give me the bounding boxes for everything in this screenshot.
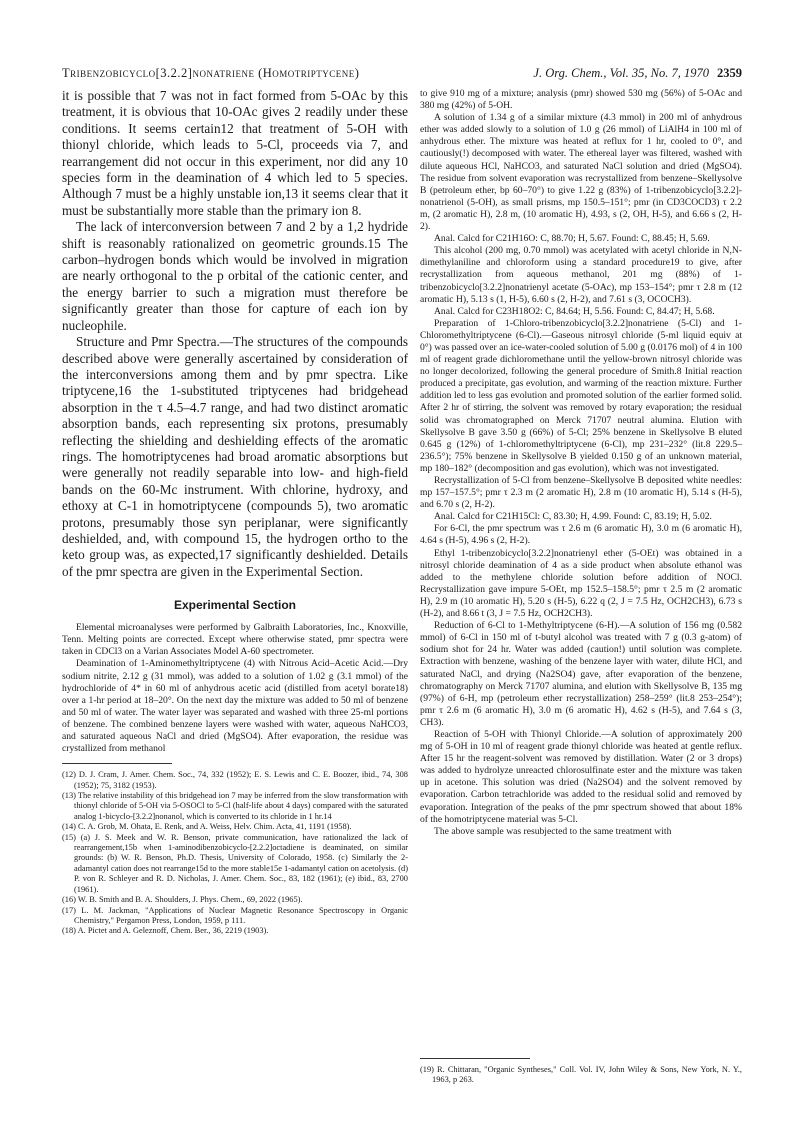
analysis-line: Anal. Calcd for C21H16O: C, 88.70; H, 5.67. Found: C, 88.45; H, 5.69. (434, 233, 710, 245)
footnote: (13) The relative instability of this bridgehead ion 7 may be inferred from the slow transformation with thionyl chloride of 5-OH via 5-OSOCl to 5-Cl (half-life about 4 days) compared with the saturated analog 1-bicyclo-[3.2.2]nonanol, which is converted to its chloride in 1 hr.14 (62, 791, 408, 821)
right-column (420, 88, 742, 838)
footnote: (15) (a) J. S. Meek and W. R. Benson, private communication, have rationalized the lack of rearrangement,15b when 1-aminodibenzobicyclo-[2.2.2]octadiene is deaminated, on similar grounds: (b) W. R. Benson, Ph.D. Thesis, University of Colorado, 1958. (c) Similarly the 2-adamantyl cation does not rearrange15d to the more stable15e 1-adamantyl cation on acetolysis. (d) P. von R. Schleyer and R. D. Nicholas, J. Amer. Chem. Soc., 83, 182 (1961); (e) ibid., 83, 2700 (1961). (62, 832, 408, 894)
footnote: (17) L. M. Jackman, "Applications of Nuclear Magnetic Resonance Spectroscopy in Organic Chemistry," Pergamon Press, London, 1959, p 111. (62, 905, 408, 925)
experimental-paragraph: to give 910 mg of a mixture; analysis (pmr) showed 530 mg (56%) of 5-OAc and 380 mg (42%) of 5-OH. (420, 88, 742, 112)
experimental-paragraph: This alcohol (200 mg, 0.70 mmol) was acetylated with acetyl chloride in N,N-dimethylaniline and chloroform using a standard procedure19 to give, after recrystallization from aqueous methanol, 201 mg (88%) of 1-tribenzobicyclo[3.2.2]nonatrienyl acetate (5-OAc), mp 153–154°; pmr τ 2.8 m (12 aromatic H), 5.13 s (1, H-5), 6.60 s (2, H-2), and 7.61 s (3, OCOCH3). (420, 245, 742, 305)
footnote: (14) C. A. Grob, M. Ohata, E. Renk, and A. Weiss, Helv. Chim. Acta, 41, 1191 (1958). (62, 822, 352, 832)
page-number: 2359 (717, 66, 742, 80)
journal-citation (533, 66, 742, 81)
experimental-paragraph: Deamination of 1-Aminomethyltriptycene (4) with Nitrous Acid–Acetic Acid.—Dry sodium nitrite, 2.12 g (31 mmol), was added to a solution of 1.02 g (3.1 mmol) of the hydrochloride of 4* in 60 ml of anhydrous acetic acid (distilled from acetyl borate18) over a 1-hr period at 18–20°. On the next day the mixture was added to 50 ml of benzene and 50 ml of water. The water layer was separated and washed with three 25-ml portions of benzene. The combined benzene layers were washed with water, aqueous NaHCO3, and saturated aqueous NaCl and dried (MgSO4). After evaporation, the residue was crystallized from methanol (62, 658, 408, 755)
footnote-rule (62, 763, 172, 764)
footnote-rule (420, 1058, 530, 1059)
analysis-line: Anal. Calcd for C23H18O2: C, 84.64; H, 5.56. Found: C, 84.47; H, 5.68. (434, 305, 715, 317)
right-footnotes (420, 1050, 742, 1086)
footnote: (19) R. Chittaran, "Organic Syntheses," Coll. Vol. IV, John Wiley & Sons, New York, N. Y., 1963, p 263. (420, 1065, 742, 1085)
experimental-paragraph: Elemental microanalyses were performed by Galbraith Laboratories, Inc., Knoxville, Tenn. Melting points are corrected. Except where otherwise stated, pmr spectra were taken in CDCl3 on a Varian Associates Model A-60 spectrometer. (62, 622, 408, 658)
body-paragraph: Structure and Pmr Spectra.—The structures of the compounds described above were generally ascertained by consideration of the interconversions among them and by pmr spectra. Like triptycene,16 the 1-substituted triptycenes had bridgehead absorption in the τ 4.5–4.7 range, and had two distinct aromatic absorption bands, each representing six protons, presumably reflecting the shielding and deshielding effects of the aromatic rings. The homotriptycenes had broad aromatic absorptions but were generally not readily separable into low- and high-field bands on the 60-Mc instrument. With chlorine, hydroxy, and ethoxy at C-1 in homotriptycene (compounds 5), two aromatic protons, presumably those syn periplanar, were significantly deshielded, and, with compound 15, the hydrogen ortho to the keto group was, as expected,17 significantly deshielded. Details of the pmr spectra are given in the Experimental Section. (62, 334, 408, 579)
experimental-paragraph: A solution of 1.34 g of a similar mixture (4.3 mmol) in 200 ml of anhydrous ether was added slowly to a solution of 1.0 g (26 mmol) of LiAlH4 in 100 ml of anhydrous ether. The mixture was heated at reflux for 1 hr, cooled to 0°, and cautiously(!) decomposed with water. The ethereal layer was filtered, washed with dilute aqueous HCl, NaHCO3, and saturated NaCl solution and dried (MgSO4). The residue from solvent evaporation was recrystallized from benzene–Skellysolve B (petroleum ether, bp 60–70°) to give 1.22 g (83%) of 1-tribenzobicyclo[3.2.2]-nonatrienol (5-OH), as small prisms, mp 150.5–151°; pmr (in CD3COCD3) τ 2.2 m, (2 aromatic H), 2.8 m, (10 aromatic H), 4.93, s (2, OH, H-5), and 6.66 s (2, H-2). (420, 112, 742, 233)
footnote: (16) W. B. Smith and B. A. Shoulders, J. Phys. Chem., 69, 2022 (1965). (62, 895, 303, 905)
experimental-paragraph: For 6-Cl, the pmr spectrum was τ 2.6 m (6 aromatic H), 3.0 m (6 aromatic H), 4.64 s (H-5), 4.96 s (2, H-2). (420, 523, 742, 547)
body-paragraph: The lack of interconversion between 7 and 2 by a 1,2 hydride shift is reasonably rationalized on geometric grounds.15 The carbon–hydrogen bonds which would be involved in migration are nearly orthogonal to the p orbital of the cationic center, and the energy barrier to such a migration must therefore be significantly greater than those for capture of each ion by nucleophile. (62, 219, 408, 333)
experimental-paragraph: Ethyl 1-tribenzobicyclo[3.2.2]nonatrienyl ether (5-OEt) was obtained in a nitrosyl chloride deamination of 4 as a side product when absolute ethanol was added to the methylene chloride solution before addition of NOCl. Recrystallization gave impure 5-OEt, mp 152.5–158.5°; pmr τ 2.5 m (2 aromatic H), 2.9 m (10 aromatic H), 5.20 s (H-5), 6.22 q (2, J = 7.5 Hz, OCH2CH3), 6.73 s (H-2), and 8.66 t (3, J = 7.5 Hz, OCH2CH3). (420, 547, 742, 620)
footnote: (12) D. J. Cram, J. Amer. Chem. Soc., 74, 332 (1952); E. S. Lewis and C. E. Boozer, ibid., 74, 308 (1952); 75, 3182 (1953). (62, 770, 408, 790)
running-title: Tribenzobicyclo[3.2.2]nonatriene (Homotriptycene) (62, 66, 360, 80)
experimental-paragraph: Recrystallization of 5-Cl from benzene–Skellysolve B deposited white needles: mp 157–157.5°; pmr τ 2.3 m (2 aromatic H), 2.8 m (10 aromatic H), 5.14 s (H-5), and 6.70 s (2, H-2). (420, 475, 742, 511)
section-heading: Experimental Section (173, 598, 297, 613)
experimental-paragraph: Reduction of 6-Cl to 1-Methyltriptycene (6-H).—A solution of 156 mg (0.582 mmol) of 6-Cl in 150 ml of t-butyl alcohol was treated with 7 g (0.3 g-atom) of sodium shot for 24 hr. Water was added (caution!) until solution was complete. Extraction with benzene, washing of the benzene layer with water, dilute HCl, and saturated NaCl, and drying (Na2SO4) gave, after evaporation of the benzene, chromatography on Merck 71707 alumina, and elution with Skellysolve B, 135 mg (97%) of 6-H, mp (petroleum ether recrystallization) 258–259° (lit.8 253–254°); pmr τ 2.6 m (6 aromatic H), 3.0 m (6 aromatic H), 4.62 s (H-5), and 7.64 s (3, CH3). (420, 620, 742, 728)
analysis-line: Anal. Calcd for C21H15Cl: C, 83.30; H, 4.99. Found: C, 83.19; H, 5.02. (434, 511, 712, 523)
journal-name: J. Org. Chem., Vol. 35, No. 7, 1970 (533, 66, 709, 80)
experimental-paragraph: Reaction of 5-OH with Thionyl Chloride.—A solution of approximately 200 mg of 5-OH in 10 ml of reagent grade thionyl chloride was heated at gentle reflux. After 15 hr the reagent-solvent was removed by distillation. Water (2 or 3 drops) was added to hydrolyze unreacted chlorosulfinate ester and the mixture was taken up in acetone. This solution was dried (Na2SO4) and the solvent removed by evaporation. Carbon tetrachloride was added to the residual solid and removed by evaporation. Integration of the peaks of the pmr spectrum showed that about 18% of the homotriptycene material was 5-Cl. (420, 728, 742, 825)
footnotes (62, 770, 408, 937)
footnote: (18) A. Pictet and A. Geleznoff, Chem. Ber., 36, 2219 (1903). (62, 926, 269, 936)
left-column (62, 88, 408, 937)
body-paragraph: it is possible that 7 was not in fact formed from 5-OAc by this treatment, it is obvious that 10-OAc gives 2 readily under these conditions. It seems certain12 that treatment of 5-OH with thionyl chloride, which leads to 5-Cl, proceeds via 7, and rearrangement did not occur in this experiment, nor did any 10 species form in the deamination of 4 which led to 5 species. Although 7 must be a highly unstable ion,13 it seems clear that it must be substantially more stable than the primary ion 8. (62, 88, 408, 218)
experimental-paragraph: Preparation of 1-Chloro-tribenzobicyclo[3.2.2]nonatriene (5-Cl) and 1-Chloromethyltriptycene (6-Cl).—Gaseous nitrosyl chloride (5-ml liquid equiv at 0°) was passed over an ice-water-cooled solution of 5.00 g (0.0176 mol) of 4 in 100 ml of reagent grade dichloromethane until the yellow-brown nitrosyl chloride was no longer decolorized, following the general procedure of Smith.8 Initial reaction produced a precipitate, gas evolution, and warming of the reaction mixture. Further addition led to less gas evolution and promoted solution of the earlier formed solid. After 2 hr of stirring, the solvent was removed by rotary evaporation; the residual solid was chromatographed on Merck 71707 neutral alumina. Elution with Skellysolve B gave 3.50 g (66%) of 5-Cl; 25% benzene in Skellysolve B eluted 0.645 g (12%) of 1-chloromethyltriptycene (6-Cl), mp 231–232° (lit.8 229.5–236.5°); 75% benzene in Skellysolve B yielded 0.150 g of an unknown material, mp 180–182° (decomposition and gas evolution), which was not investigated. (420, 317, 742, 474)
experimental-paragraph: The above sample was resubjected to the same treatment with (434, 825, 672, 837)
page-header (62, 66, 742, 86)
